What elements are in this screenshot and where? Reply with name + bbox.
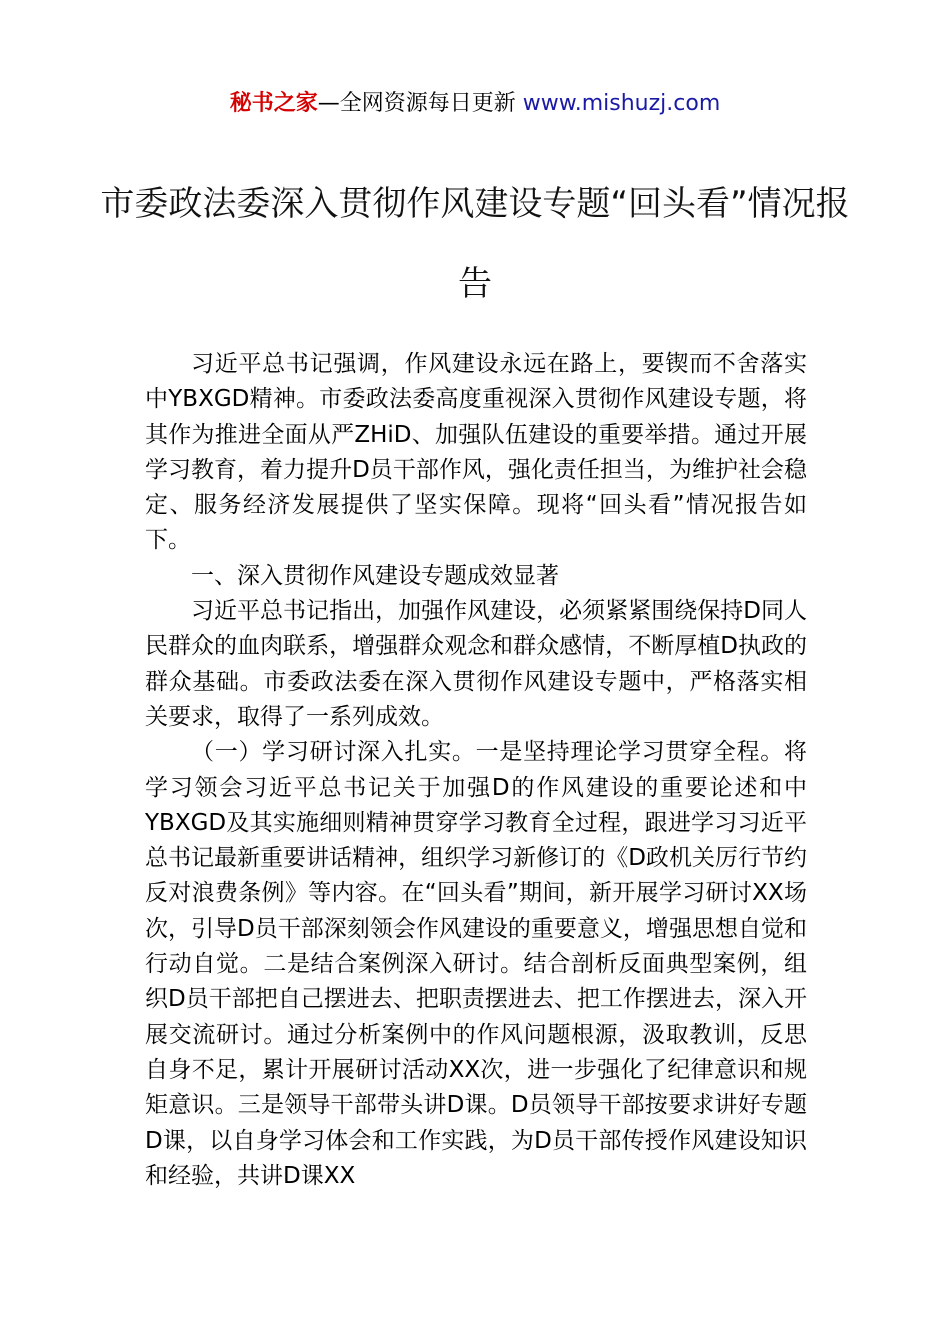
section-heading: 一、深入贯彻作风建设专题成效显著 [191,562,559,589]
site-header [0,88,950,120]
document-title: 市委政法委深入贯彻作风建设专题“回头看”情况报告 [100,184,850,304]
site-url: www.mishuzj.com [522,91,721,116]
body-paragraph: （一）学习研讨深入扎实。一是坚持理论学习贯穿全程。将学习领会习近平总书记关于加强D的作风建设的重要论述和中YBXGD及其实施细则精神贯穿学习教育全过程，跟进学习习近平总书记最新重要讲话精神，组织学习新修订的《D政机关厉行节约反对浪费条例》等内容。在“回头看”期间，新开展学习研讨XX场次，引导D员干部深刻领会作风建设的重要意义，增强思想自觉和行动自觉。二是结合案例深入研讨。结合剖析反面典型案例，组织D员干部把自己摆进去、把职责摆进去、把工作摆进去，深入开展交流研讨。通过分析案例中的作风问题根源，汲取教训，反思自身不足，累计开展研讨活动XX次，进一步强化了纪律意识和规矩意识。三是领导干部带头讲D课。D员领导干部按要求讲好专题D课，以自身学习体会和工作实践，为D员干部传授作风建设知识和经验，共讲D课XX [145,739,807,1189]
brand-name: 秘书之家 [229,91,318,116]
header-tagline: —全网资源每日更新 [317,91,523,116]
document-body [145,347,807,1194]
intro-paragraph: 习近平总书记强调，作风建设永远在路上，要锲而不舍落实中YBXGD精神。市委政法委高度重视深入贯彻作风建设专题，将其作为推进全面从严ZHiD、加强队伍建设的重要举措。通过开展学习教育，着力提升D员干部作风，强化责任担当，为维护社会稳定、服务经济发展提供了坚实保障。现将“回头看”情况报告如下。 [145,351,807,554]
body-paragraph: 习近平总书记指出，加强作风建设，必须紧紧围绕保持D同人民群众的血肉联系，增强群众观念和群众感情，不断厚植D执政的群众基础。市委政法委在深入贯彻作风建设专题中，严格落实相关要求，取得了一系列成效。 [145,598,807,730]
